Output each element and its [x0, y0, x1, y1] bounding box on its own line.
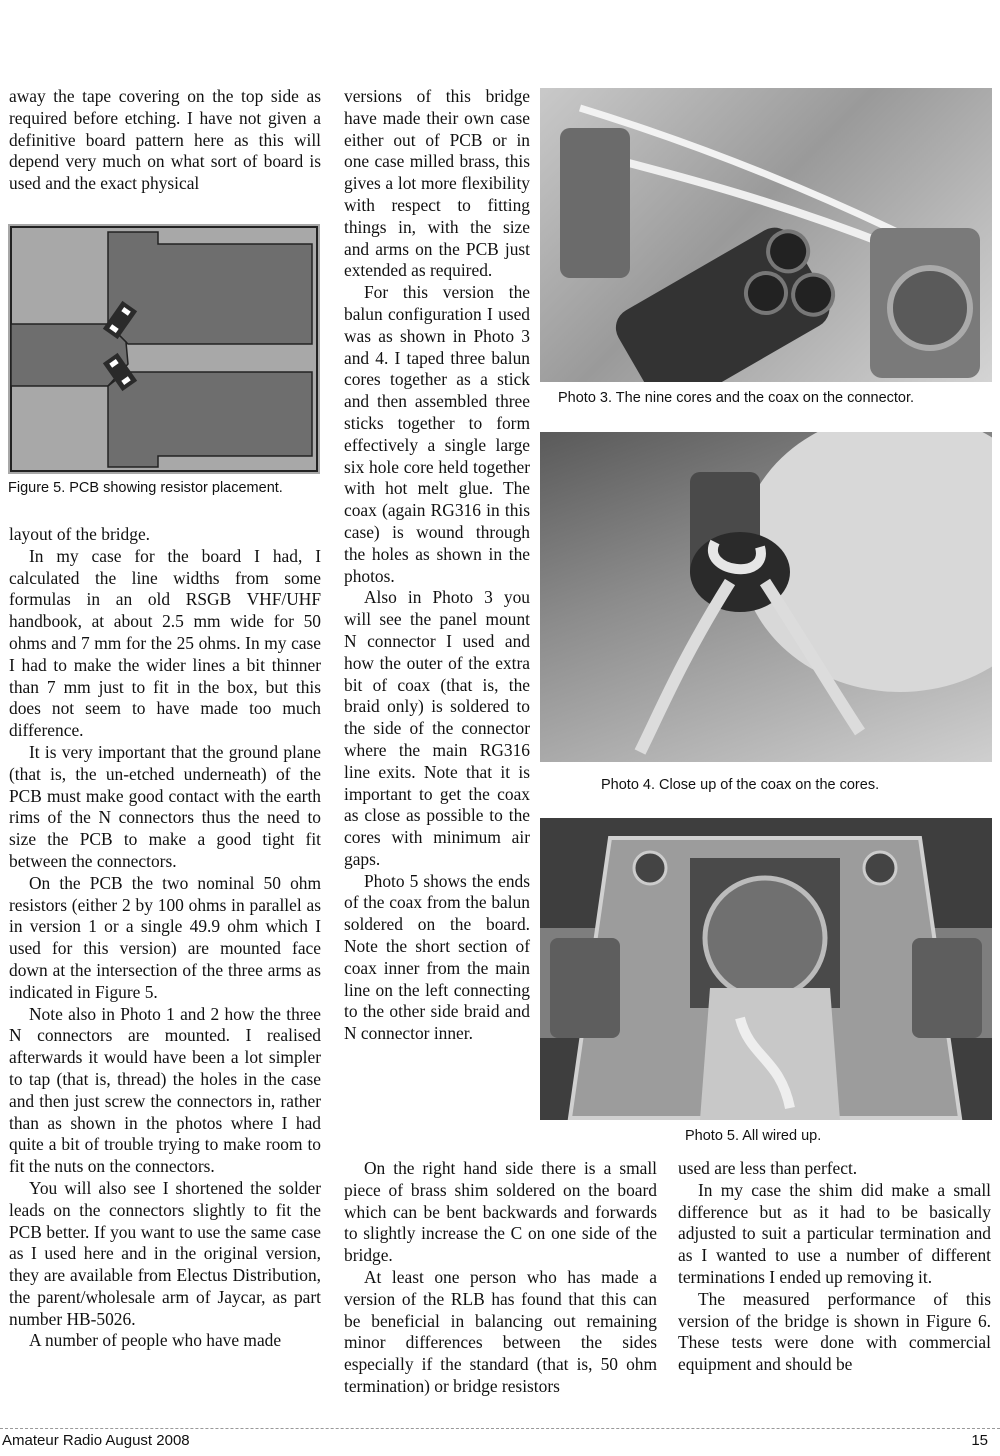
column2-text: [344, 86, 530, 1045]
column-bottom-right-text: [678, 1158, 991, 1376]
paragraph: In my case for the board I had, I calculated the line widths from some formulas in an old RSGB VHF/UHF handbook, at about 2.5 mm wide for 50 ohms and 7 mm for the 25 ohms. In my case I had to make the wider lines a bit thinner than 7 mm just to fit in the box, but this does not seem to have made too much difference.: [9, 545, 321, 741]
column1-top-text: [9, 86, 321, 195]
footer-divider: [0, 1428, 1000, 1429]
photo4-image: [540, 432, 992, 762]
figure5-caption: Figure 5. PCB showing resistor placement.: [8, 480, 283, 496]
paragraph: The measured performance of this version of the bridge is shown in Figure 6. These tests were done with commercial equipment and should be: [678, 1288, 991, 1375]
paragraph: A number of people who have made: [29, 1330, 282, 1351]
paragraph: In my case the shim did make a small difference but as it had to be basically adjusted to suit a particular termination and as I wanted to use a number of different terminations I ended up removing it.: [678, 1179, 991, 1287]
paragraph: Also in Photo 3 you will see the panel mount N connector I used and how the outer of the extra bit of coax (that is, the braid only) is soldered to the side of the connector where the main RG316 line exits. Note that it is important to get the coax as close as possible to the cores with minimum air gaps.: [344, 587, 530, 869]
paragraph: Note also in Photo 1 and 2 how the three N connectors are mounted. I realised afterwards it would have been a lot simpler to tap (that is, thread) the holes in the case and then just screw the connectors in, rather than as shown in the photos where I had quite a bit of trouble trying to make room to fit the nuts on the connectors.: [9, 1003, 321, 1177]
paragraph: used are less than perfect.: [678, 1158, 858, 1178]
paragraph: At least one person who has made a version of the RLB has found that this can be beneficial in balancing out remaining minor differences between the sides especially if the standard (that is, 50 ohm termination) or bridge resistors: [344, 1266, 657, 1396]
column-bottom-middle-text: [344, 1158, 657, 1398]
paragraph: You will also see I shortened the solder leads on the connectors slightly to fit the PCB better. If you want to use the same case as I used here and in the original version, they are available from Electus Distribution, the parent/wholesale arm of Jaycar, as part number HB-5026.: [9, 1177, 321, 1329]
photo5-caption: Photo 5. All wired up.: [685, 1128, 822, 1144]
page-number: 15: [971, 1432, 988, 1449]
paragraph: On the PCB the two nominal 50 ohm resistors (either 2 by 100 ohms in parallel as in version 1 or a single 49.9 ohm which I used for this version) are mounted face down at the intersection of the three arms as indicated in Figure 5.: [9, 872, 321, 1002]
paragraph: Photo 5 shows the ends of the coax from the balun soldered on the board. Note the short section of coax inner from the main line on the left connecting to the other side braid and N connector inner.: [344, 870, 530, 1044]
photo4-caption: Photo 4. Close up of the coax on the cores.: [601, 777, 880, 793]
paragraph: For this version the balun configuration I used was as shown in Photo 3 and 4. I taped three balun cores together as a stick and then assembled three sticks together to form effectively a single large six hole core held together with hot melt glue. The coax (again RG316 in this case) is wound through the holes as shown in the photos.: [344, 282, 530, 586]
photo5-image: [540, 818, 992, 1120]
paragraph: versions of this bridge have made their own case either out of PCB or in one case milled brass, this gives a lot more flexibility with respect to fitting things in, with the size and arms on the PCB just extended as required.: [344, 86, 530, 281]
paragraph: layout of the bridge.: [9, 524, 151, 544]
figure5-pcb-diagram: [8, 224, 320, 474]
column1-bottom-text: [9, 524, 321, 1352]
paragraph: On the right hand side there is a small piece of brass shim soldered on the board which can be bent backwards and forwards to slightly increase the C on one side of the bridge.: [344, 1158, 657, 1266]
photo3-caption: Photo 3. The nine cores and the coax on the connector.: [558, 390, 915, 406]
paragraph: away the tape covering on the top side as required before etching. I have not given a definitive board pattern here as this will depend very much on what sort of board is used and the exact physical: [9, 86, 321, 194]
paragraph: It is very important that the ground plane (that is, the un-etched underneath) of the PCB must make good contact with the earth rims of the N connectors thus the need to size the PCB to make a good tight fit between the connectors.: [9, 741, 321, 871]
photo3-image: [540, 88, 992, 382]
footer-publication: Amateur Radio August 2008: [2, 1432, 190, 1449]
